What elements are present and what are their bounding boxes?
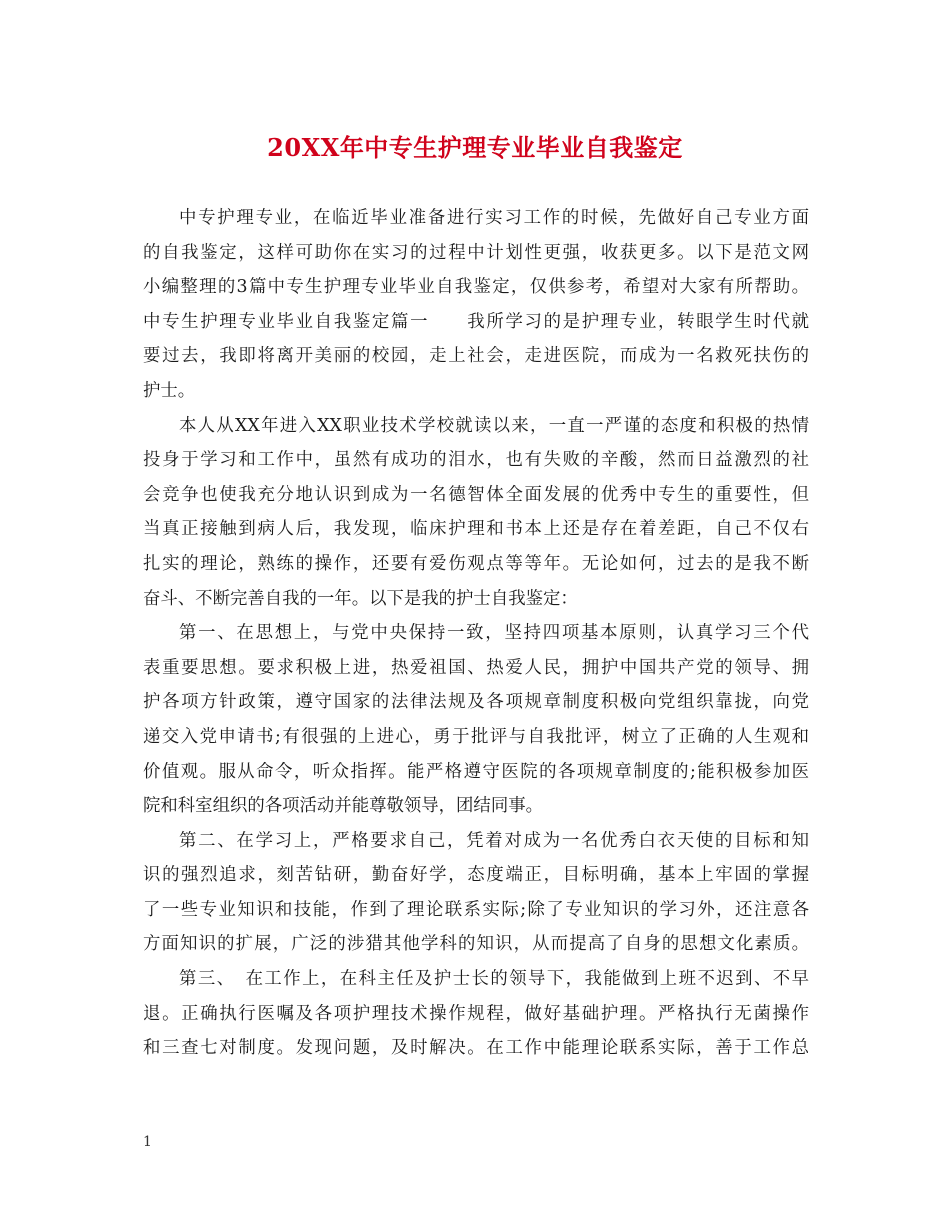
text-line: 护各项方针政策，遵守国家的法律法规及各项规章制度积极向党组织靠拢，向党 xyxy=(143,692,809,713)
document-title: 20XX年中专生护理专业毕业自我鉴定 xyxy=(267,133,683,162)
text-line: 第二、在学习上，严格要求自己，凭着对成为一名优秀白衣天使的目标和知 xyxy=(179,830,809,851)
text-line: 退。正确执行医嘱及各项护理技术操作规程，做好基础护理。严格执行无菌操作 xyxy=(143,1003,809,1024)
text-line: 第一、在思想上，与党中央保持一致，坚持四项基本原则，认真学习三个代 xyxy=(179,623,809,644)
text-line: 表重要思想。要求积极上进，热爱祖国、热爱人民，拥护中国共产党的领导、拥 xyxy=(143,657,809,678)
text-line: 会竞争也使我充分地认识到成为一名德智体全面发展的优秀中专生的重要性，但 xyxy=(143,484,809,505)
text-line: 中专生护理专业毕业自我鉴定篇一 我所学习的是护理专业，转眼学生时代就 xyxy=(143,311,809,332)
text-line: 方面知识的扩展，广泛的涉猎其他学科的知识，从而提高了自身的思想文化素质。 xyxy=(143,934,809,955)
text-line: 了一些专业知识和技能，作到了理论联系实际;除了专业知识的学习外，还注意各 xyxy=(143,899,809,920)
text-line: 和三查七对制度。发现问题，及时解决。在工作中能理论联系实际，善于工作总 xyxy=(143,1038,809,1059)
text-line: 小编整理的3篇中专生护理专业毕业自我鉴定，仅供参考，希望对大家有所帮助。 xyxy=(143,277,809,298)
text-line: 院和科室组织的各项活动并能尊敬领导，团结同事。 xyxy=(143,796,543,817)
text-line: 奋斗、不断完善自我的一年。以下是我的护士自我鉴定： xyxy=(143,588,578,609)
text-line: 当真正接触到病人后，我发现，临床护理和书本上还是存在着差距，自己不仅右 xyxy=(143,519,809,540)
text-line: 中专护理专业，在临近毕业准备进行实习工作的时候，先做好自己专业方面 xyxy=(179,208,809,228)
text-line: 的自我鉴定，这样可助你在实习的过程中计划性更强，收获更多。以下是范文网 xyxy=(143,242,809,263)
text-line: 扎实的理论，熟练的操作，还要有爱伤观点等等年。无论如何，过去的是我不断 xyxy=(143,553,809,574)
text-line: 识的强烈追求，刻苦钻研，勤奋好学，态度端正，目标明确，基本上牢固的掌握 xyxy=(143,865,809,886)
text-line: 投身于学习和工作中，虽然有成功的泪水，也有失败的辛酸，然而日益激烈的社 xyxy=(143,450,809,471)
text-line: 本人从XX年进入XX职业技术学校就读以来，一直一严谨的态度和积极的热情 xyxy=(179,415,809,436)
page-number: 1 xyxy=(143,1134,152,1150)
text-line: 递交入党申请书;有很强的上进心，勇于批评与自我批评，树立了正确的人生观和 xyxy=(143,726,809,747)
text-line: 要过去，我即将离开美丽的校园，走上社会，走进医院，而成为一名救死扶伤的 xyxy=(143,346,809,367)
text-line: 价值观。服从命令，听众指挥。能严格遵守医院的各项规章制度的;能积极参加医 xyxy=(143,761,809,782)
document-body xyxy=(143,201,809,1066)
text-line: 护士。 xyxy=(143,380,196,401)
text-line: 第三、 在工作上，在科主任及护士长的领导下，我能做到上班不迟到、不早 xyxy=(179,969,809,990)
